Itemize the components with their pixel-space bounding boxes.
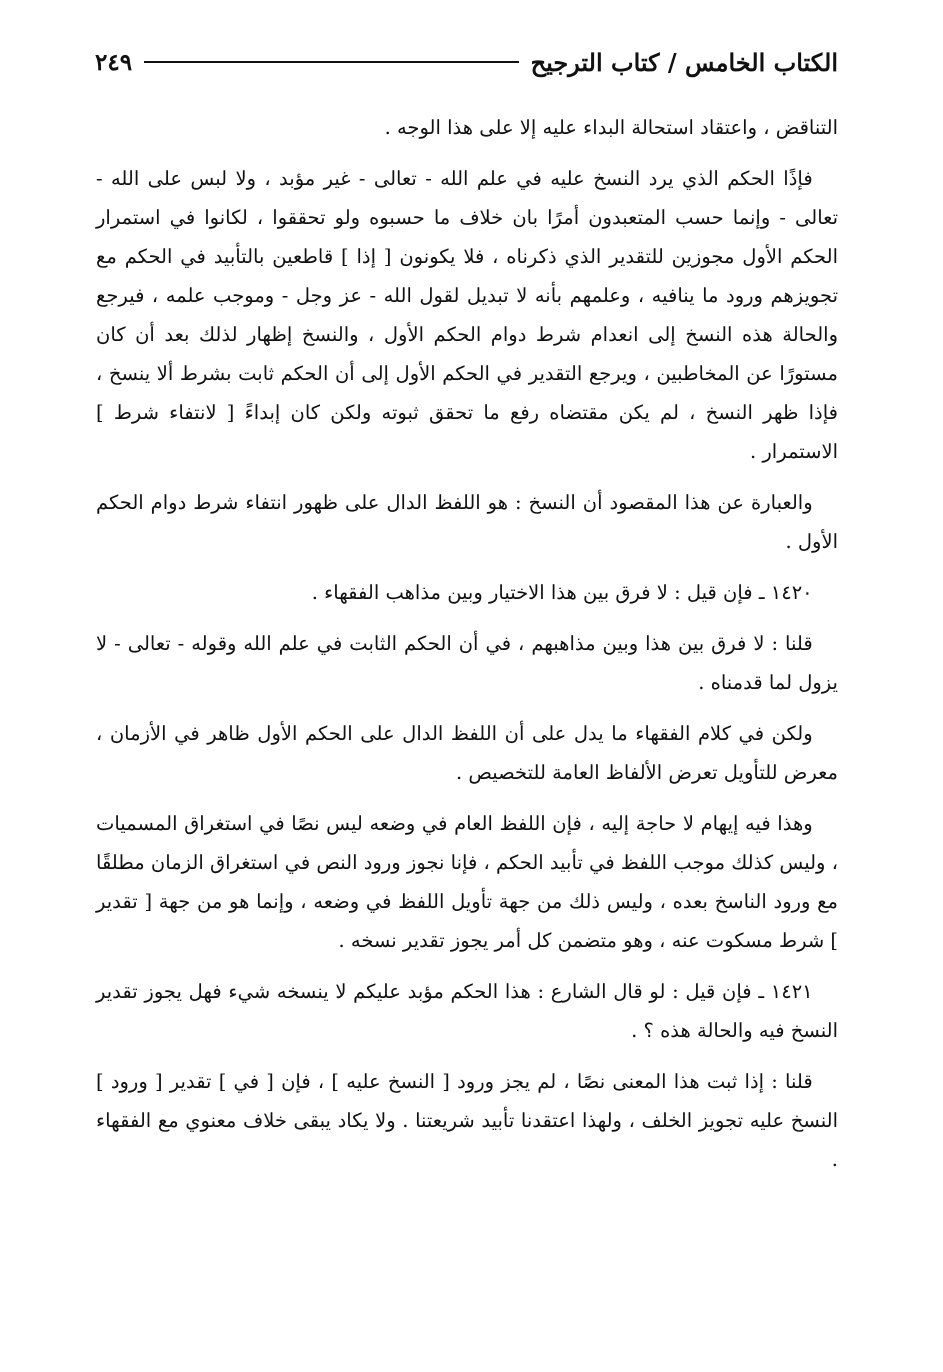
paragraph-3: والعبارة عن هذا المقصود أن النسخ : هو اللفظ الدال على ظهور انتفاء شرط دوام الحكم الأول . [96, 491, 838, 553]
page-header [95, 42, 838, 82]
running-title: الكتاب الخامس / كتاب الترجيح [530, 47, 838, 77]
paragraph-6: ولكن في كلام الفقهاء ما يدل على أن اللفظ الدال على الحكم الأول ظاهر في الأزمان ، معرض للتأويل تعرض الألفاظ العامة للتخصيص . [96, 722, 838, 784]
paragraph-5: قلنا : لا فرق بين هذا وبين مذاهبهم ، في أن الحكم الثابت في علم الله وقوله - تعالى - لا يزول لما قدمناه . [96, 632, 838, 694]
paragraph-1: التناقض ، واعتقاد استحالة البداء عليه إلا على هذا الوجه . [384, 116, 838, 139]
header-rule [144, 61, 519, 63]
paragraph-8: ١٤٢١ ـ فإن قيل : لو قال الشارع : هذا الحكم مؤبد عليكم لا ينسخه شيء فهل يجوز تقدير النسخ فيه والحالة هذه ؟ . [96, 980, 838, 1042]
paragraph-9: قلنا : إذا ثبت هذا المعنى نصًا ، لم يجز ورود [ النسخ عليه ] ، فإن [ في ] تقدير [ ورود ] النسخ عليه تجويز الخلف ، ولهذا اعتقدنا تأبيد شريعتنا . ولا يكاد يبقى خلاف معنوي مع الفقهاء . [96, 1070, 838, 1171]
paragraph-4: ١٤٢٠ ـ فإن قيل : لا فرق بين هذا الاختيار وبين مذاهب الفقهاء . [311, 581, 813, 604]
page-number: ٢٤٩ [95, 48, 133, 76]
paragraph-7: وهذا فيه إيهام لا حاجة إليه ، فإن اللفظ العام في وضعه ليس نصًا في استغراق المسميات ، وليس كذلك موجب اللفظ في تأبيد الحكم ، فإنا نجوز ورود النص في استغراق الزمان مطلقًا مع ورود الناسخ بعده ، وليس ذلك من جهة تأويل اللفظ في وضعه ، وإنما هو من جهة [ تقدير ] شرط مسكوت عنه ، وهو متضمن كل أمر يجوز تقدير نسخه . [96, 812, 838, 952]
page-body [96, 108, 838, 1191]
paragraph-2: فإذًا الحكم الذي يرد النسخ عليه في علم الله - تعالى - غير مؤبد ، ولا لبس على الله - تعالى - وإنما حسب المتعبدون أمرًا بان خلاف ما حسبوه ولو تحققوا ، لكانوا في استمرار الحكم الأول مجوزين للتقدير الذي ذكرناه ، فلا يكونون [ إذا ] قاطعين بالتأبيد في الحكم مع تجويزهم ورود ما ينافيه ، وعلمهم بأنه لا تبديل لقول الله - عز وجل - وموجب علمه ، فيرجع والحالة هذه النسخ إلى انعدام شرط دوام الحكم الأول ، والنسخ إظهار لذلك بعد أن كان مستورًا عن المخاطبين ، ويرجع التقدير في الحكم الأول إلى أن الحكم ثابت بشرط ألا ينسخ ، فإذا ظهر النسخ ، لم يكن مقتضاه رفع ما تحقق ثبوته ولكن كان إبداءً [ لانتفاء شرط ] الاستمرار . [96, 167, 838, 463]
